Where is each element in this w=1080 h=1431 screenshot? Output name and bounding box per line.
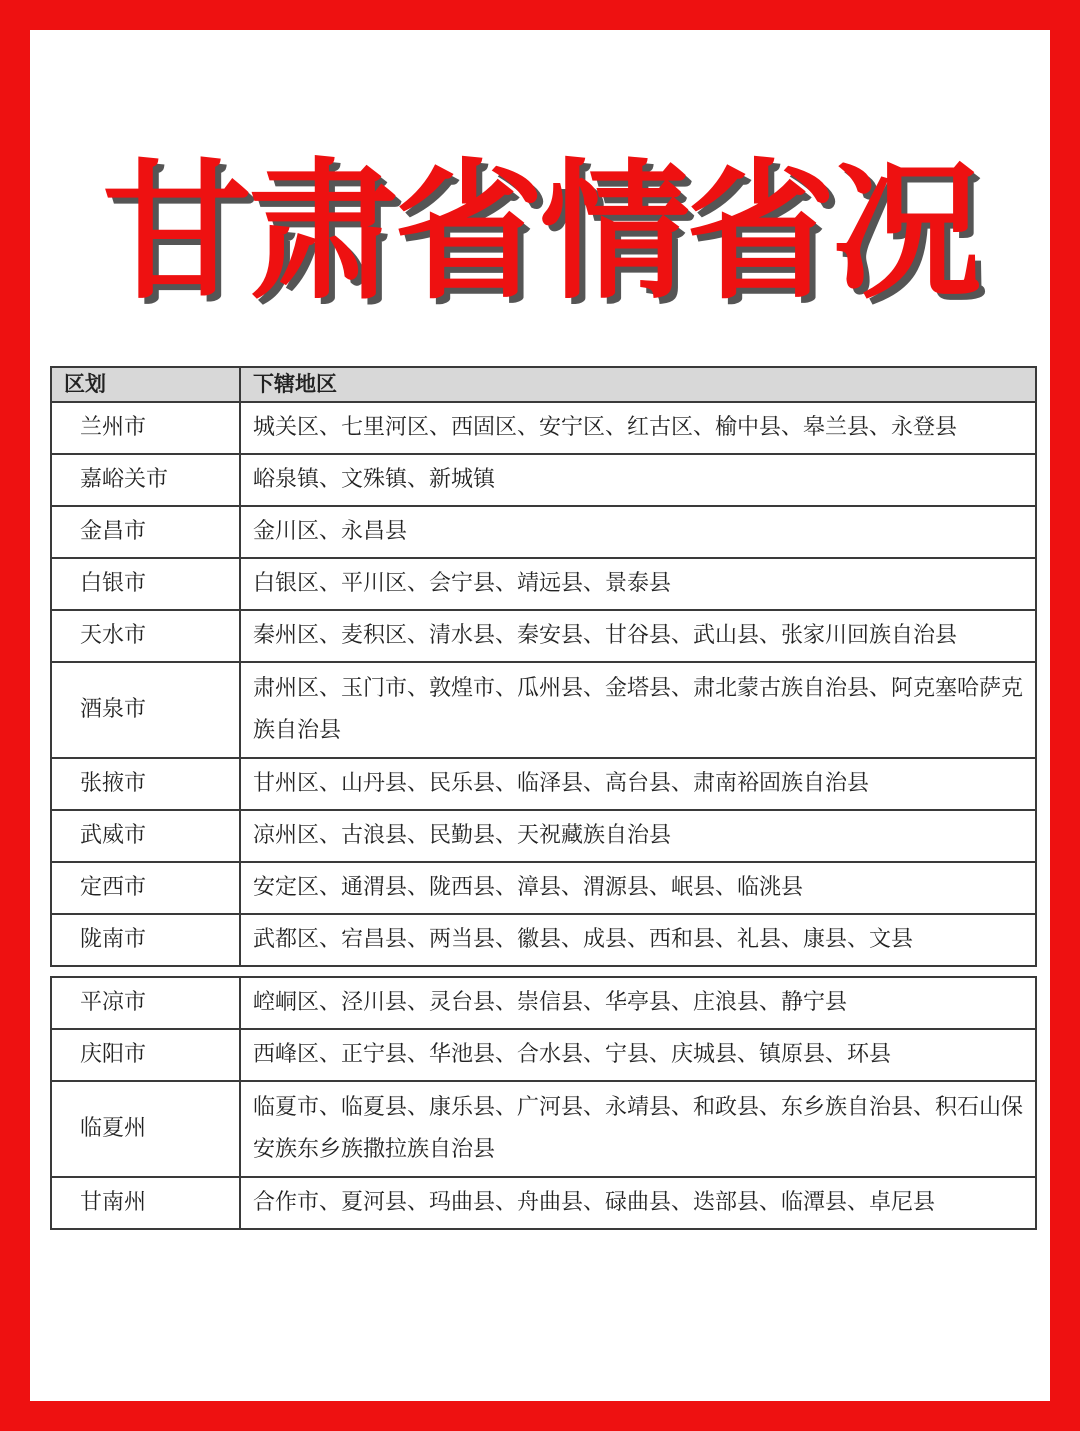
districts-cell: 肃州区、玉门市、敦煌市、瓜州县、金塔县、肃北蒙古族自治县、阿克塞哈萨克族自治县 [240,662,1036,758]
districts-cell: 城关区、七里河区、西固区、安宁区、红古区、榆中县、皋兰县、永登县 [240,402,1036,454]
districts-cell: 凉州区、古浪县、民勤县、天祝藏族自治县 [240,810,1036,862]
table-row [51,558,1036,610]
region-cell: 酒泉市 [51,662,240,758]
header-region: 区划 [51,367,240,402]
region-cell: 白银市 [51,558,240,610]
districts-cell: 武都区、宕昌县、两当县、徽县、成县、西和县、礼县、康县、文县 [240,914,1036,966]
table-row [51,810,1036,862]
table-row [51,914,1036,966]
table-row [51,662,1036,758]
table-row [51,610,1036,662]
header-districts: 下辖地区 [240,367,1036,402]
region-cell: 嘉峪关市 [51,454,240,506]
districts-cell: 甘州区、山丹县、民乐县、临泽县、高台县、肃南裕固族自治县 [240,758,1036,810]
table-row [51,862,1036,914]
districts-cell: 合作市、夏河县、玛曲县、舟曲县、碌曲县、迭部县、临潭县、卓尼县 [240,1177,1036,1229]
region-cell: 金昌市 [51,506,240,558]
table-row [51,402,1036,454]
table-row [51,977,1036,1029]
districts-cell: 临夏市、临夏县、康乐县、广河县、永靖县、和政县、东乡族自治县、积石山保安族东乡族撒拉族自治县 [240,1081,1036,1177]
region-cell: 天水市 [51,610,240,662]
districts-cell: 秦州区、麦积区、清水县、秦安县、甘谷县、武山县、张家川回族自治县 [240,610,1036,662]
region-cell: 武威市 [51,810,240,862]
table-row [51,454,1036,506]
region-cell: 临夏州 [51,1081,240,1177]
districts-cell: 白银区、平川区、会宁县、靖远县、景泰县 [240,558,1036,610]
districts-cell: 崆峒区、泾川县、灵台县、崇信县、华亭县、庄浪县、静宁县 [240,977,1036,1029]
region-table [50,366,1037,967]
table-header-row [51,367,1036,402]
region-cell: 庆阳市 [51,1029,240,1081]
page-card [30,30,1050,1401]
region-table-continued [50,976,1037,1230]
page-title: 甘肃省情省况 [101,146,978,320]
table-row [51,1177,1036,1229]
districts-cell: 金川区、永昌县 [240,506,1036,558]
region-cell: 平凉市 [51,977,240,1029]
region-cell: 陇南市 [51,914,240,966]
districts-cell: 西峰区、正宁县、华池县、合水县、宁县、庆城县、镇原县、环县 [240,1029,1036,1081]
region-cell: 甘南州 [51,1177,240,1229]
region-cell: 张掖市 [51,758,240,810]
districts-cell: 峪泉镇、文殊镇、新城镇 [240,454,1036,506]
table-row [51,1081,1036,1177]
table-row [51,758,1036,810]
table-row [51,506,1036,558]
table-row [51,1029,1036,1081]
region-cell: 定西市 [51,862,240,914]
districts-cell: 安定区、通渭县、陇西县、漳县、渭源县、岷县、临洮县 [240,862,1036,914]
region-cell: 兰州市 [51,402,240,454]
